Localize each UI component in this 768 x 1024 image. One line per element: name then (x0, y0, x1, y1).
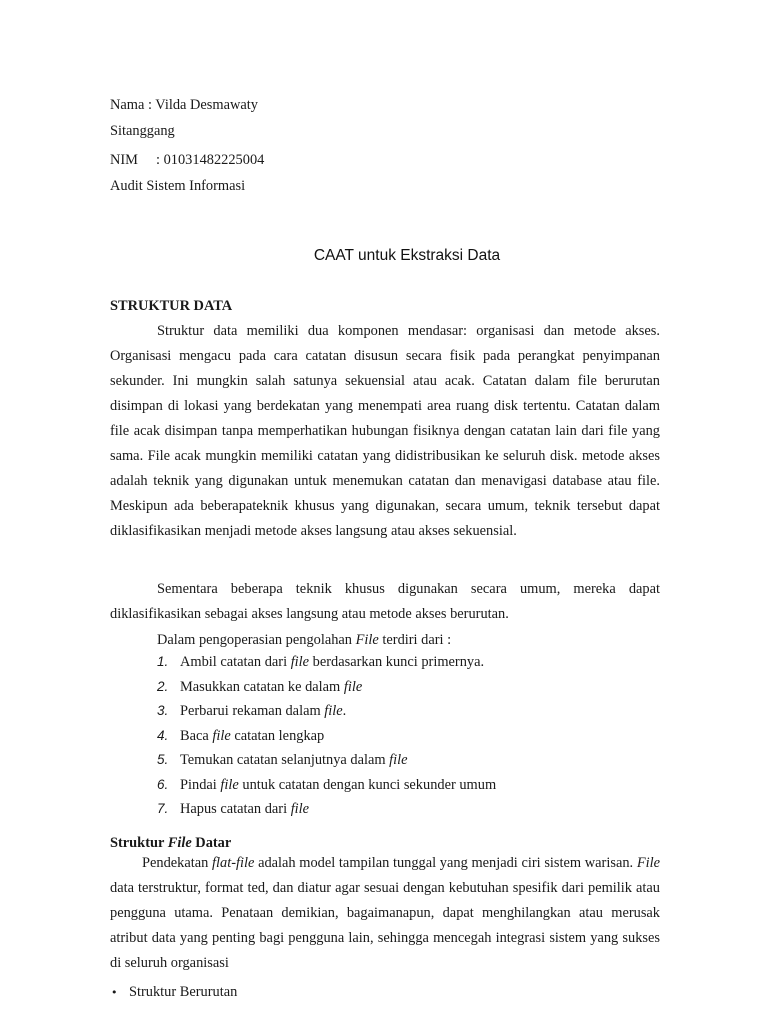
nim-label: NIM (110, 152, 138, 168)
list-item: 1. Ambil catatan dari file berdasarkan kunci primernya. (157, 650, 496, 675)
bullet-item-struktur-berurutan: • Struktur Berurutan (111, 980, 237, 1005)
file-operations-list (157, 650, 496, 822)
paragraph-flat-file: Pendekatan flat-file adalah model tampilan tunggal yang menjadi ciri sistem warisan. File data terstruktur, format ted, dan diatur agar sesuai dengan kebutuhan spesifik dari pemilik atau pengguna utama. Penataan demikian, bagaimanapun, dapat menghilangkan atau merusak atribut data yang penting bagi pengguna lain, sehingga mencegah integrasi sistem yang sukses di seluruh organisasi (110, 855, 660, 971)
section-heading-struktur-data: STRUKTUR DATA (110, 298, 233, 314)
course-name: Audit Sistem Informasi (110, 178, 246, 194)
list-number: 4. (157, 727, 169, 743)
list-number: 3. (157, 703, 169, 718)
list-item: 7. Hapus catatan dari file (157, 797, 496, 822)
paragraph-teknik-khusus: Sementara beberapa teknik khusus digunakan secara umum, mereka dapat diklasifikasikan sebagai akses langsung atau metode akses berurutan. (110, 581, 660, 622)
nim-value: : 01031482225004 (156, 152, 265, 168)
list-number: 7. (157, 801, 169, 816)
list-number: 6. (157, 776, 169, 792)
list-number: 1. (157, 654, 169, 669)
paragraph-struktur-data: Struktur data memiliki dua komponen mendasar: organisasi dan metode akses. Organisasi mengacu pada cara catatan disusun secara fisik pada perangkat penyimpanan sekunder. Ini mungkin salah satunya sekuensial atau acak. Catatan dalam file berurutan disimpan di lokasi yang berdekatan yang menempati area ruang disk tertentu. Catatan dalam file acak disimpan tanpa memperhatikan hubungan fisiknya dengan catatan lain dari file yang sama. File acak mungkin memiliki catatan yang didistribusikan ke seluruh disk. metode akses adalah teknik yang digunakan untuk menemukan catatan dan menavigasi database atau file. Meskipun ada beberapateknik khusus yang digunakan, secara umum, teknik tersebut dapat diklasifikasikan menjadi metode akses langsung atau akses sekuensial. (110, 323, 660, 539)
list-item: 3. Perbarui rekaman dalam file. (157, 699, 496, 724)
emphasis-file: File (355, 632, 379, 648)
student-name: Nama : Vilda Desmawaty (110, 97, 258, 113)
section-heading-struktur-file-datar: Struktur File Datar (110, 835, 232, 851)
student-nim (110, 151, 264, 169)
bullet-icon: • (111, 986, 118, 999)
list-item: 4. Baca file catatan lengkap (157, 724, 496, 749)
list-item: 6. Pindai file untuk catatan dengan kunci sekunder umum (157, 773, 496, 798)
student-name-continued: Sitanggang (110, 123, 175, 139)
list-intro: Dalam pengoperasian pengolahan File terdiri dari : (157, 632, 452, 648)
document-title: CAAT untuk Ekstraksi Data (313, 247, 501, 264)
list-item: 5. Temukan catatan selanjutnya dalam file (157, 748, 496, 773)
list-item: 2. Masukkan catatan ke dalam file (157, 675, 496, 700)
list-number: 2. (157, 678, 169, 694)
list-number: 5. (157, 752, 169, 767)
